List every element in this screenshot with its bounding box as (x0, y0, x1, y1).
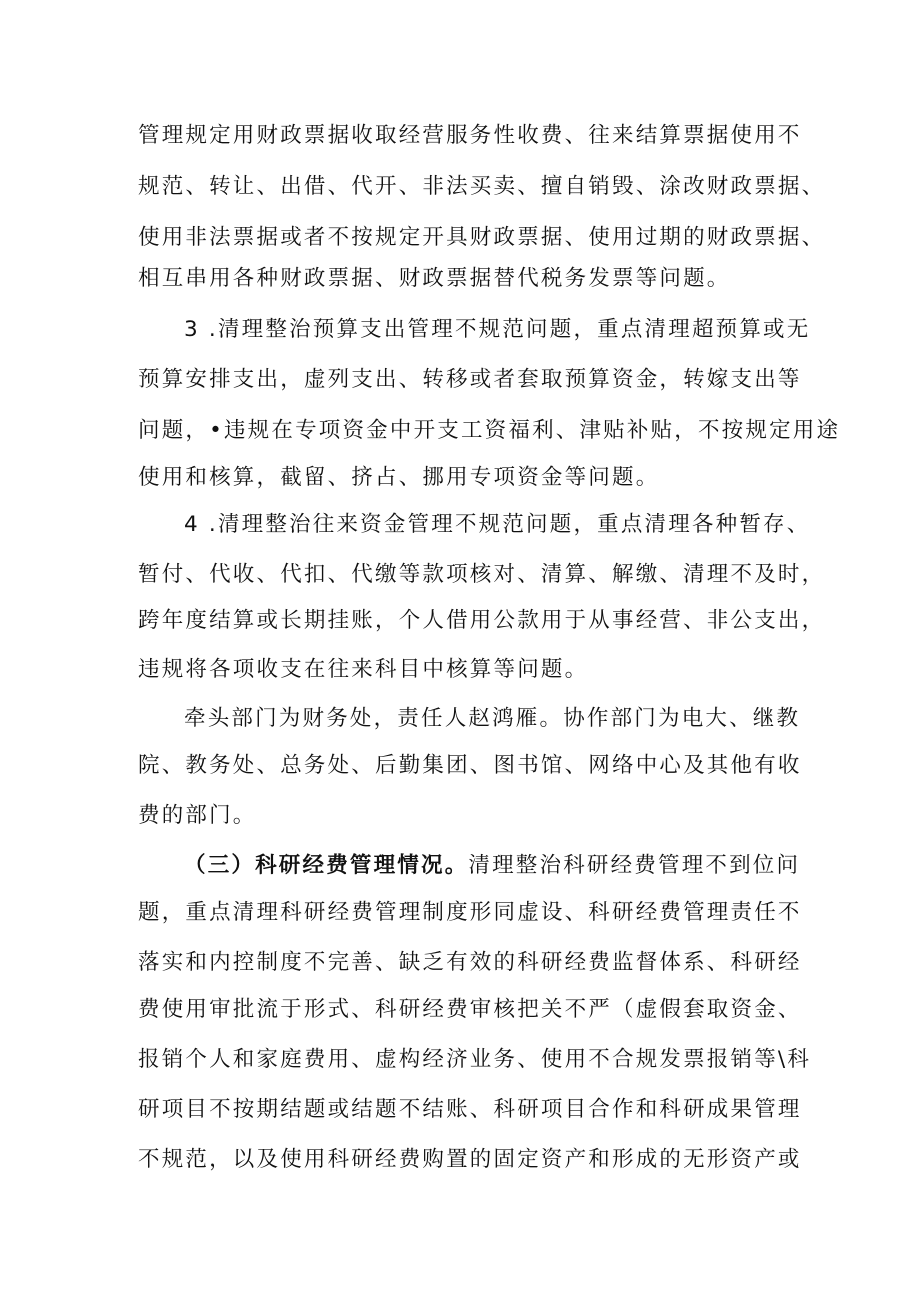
text-line: 不规范，以及使用科研经费购置的固定资产和形成的无形资产或 (138, 1147, 802, 1172)
text-line: 违规将各项收支在往来科目中核算等问题。 (138, 657, 589, 682)
text-line: 预算安排支出，虚列支出、转移或者套取预算资金，转嫁支出等 (138, 367, 802, 392)
text-line: 规范、转让、出借、代开、非法买卖、擅自销毁、涂改财政票据、 (138, 174, 826, 199)
section-text: 清理整治科研经费管理不到位问 (468, 853, 801, 878)
item-4-first-line: 4 .清理整治往来资金管理不规范问题，重点清理各种暂存、 (184, 512, 811, 537)
text-line: 院、教务处、总务处、后勤集团、图书馆、网络中心及其他有收 (138, 753, 802, 778)
text-line: 题，重点清理科研经费管理制度形同虚设、科研经费管理责任不 (138, 900, 802, 925)
section-three-first-line (184, 846, 800, 886)
text-line: 使用非法票据或者不按规定开具财政票据、使用过期的财政票据、 (138, 225, 826, 250)
text-line: 研项目不按期结题或结题不结账、科研项目合作和科研成果管理 (138, 1097, 802, 1122)
lead-department-line: 牵头部门为财务处，责任人赵鸿雁。协作部门为电大、继教 (184, 706, 801, 731)
text-line: 暂付、代收、代扣、代缴等款项核对、清算、解缴、清理不及时， (138, 562, 826, 587)
text-line: 跨年度结算或长期挂账，个人借用公款用于从事经营、非公支出， (138, 608, 826, 633)
text-line: 费使用审批流于形式、科研经费审核把关不严（虚假套取资金、 (138, 997, 802, 1022)
text-line: 问题，•违规在专项资金中开支工资福利、津贴补贴，不按规定用途 (138, 418, 841, 443)
text-line: 相互串用各种财政票据、财政票据替代税务发票等问题。 (138, 266, 731, 291)
section-heading: （三）科研经费管理情况。 (184, 853, 469, 878)
text-line: 管理规定用财政票据收取经营服务性收费、往来结算票据使用不 (138, 123, 802, 148)
text-line: 使用和核算，截留、挤占、挪用专项资金等问题。 (138, 465, 660, 490)
text-line: 报销个人和家庭费用、虚构经济业务、使用不合规发票报销等\科 (138, 1047, 812, 1072)
text-line: 落实和内控制度不完善、缺乏有效的科研经费监督体系、科研经 (138, 950, 802, 975)
text-line: 费的部门。 (138, 803, 257, 828)
item-3-first-line: 3 .清理整治预算支出管理不规范问题，重点清理超预算或无 (184, 317, 811, 342)
